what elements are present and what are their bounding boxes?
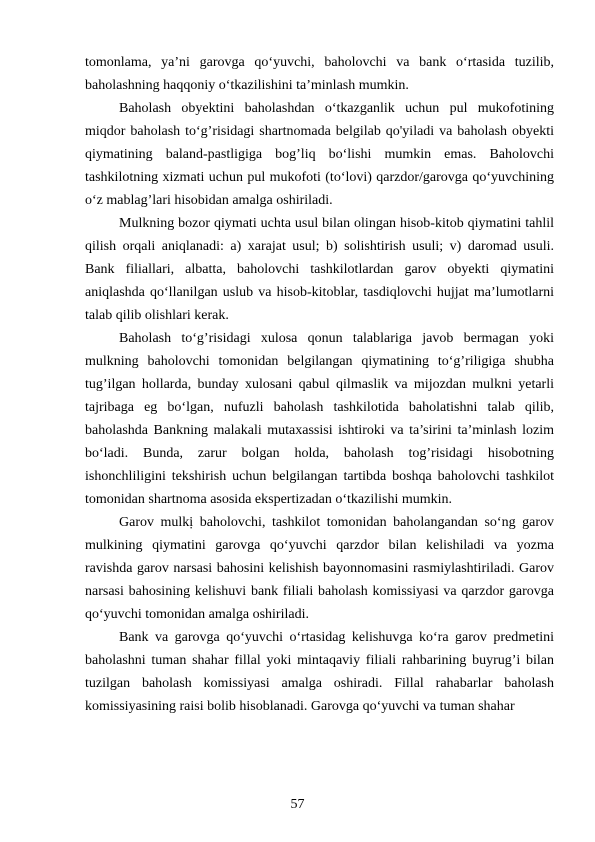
paragraph: Baholash to‘g’risidagi xulosa qonun talablariga javob bermagan yoki mulkning baholovchi tomonidan belgilangan qiymatining to‘g’riligiga shubha tug’ilgan hollarda, bunday xulosani qabul qilmaslik va mijozdan mulkni yetarli tajribaga eg bo‘lgan, nufuzli baholash tashkilotida baholatishni talab qilib, baholashda Bankning malakali mutaxassisi ishtiroki va ta’sirini ta’minlash lozim bo‘ladi. Bunda, zarur bolgan holda, baholash tog’risidagi hisobotning ishonchliligini tekshirish uchun belgilangan tartibda boshqa baholovchi tashkilot tomonidan shartnoma asosida ekspertizadan o‘tkazilishi mumkin. <box>85 331 554 507</box>
document-body <box>85 51 554 718</box>
paragraph: Baholash obyektini baholashdan o‘tkazganlik uchun pul mukofotining miqdor baholash to‘g’risidagi shartnomada belgilab qo'yiladi va baholash obyekti qiymatining baland-pastligiga bog’liq bo‘lishi mumkin emas. Baholovchi tashkilotning xizmati uchun pul mukofoti (to‘lovi) qarzdor/garovga qo‘yuvchining o‘z mablag’lari hisobidan amalga oshiriladi. <box>85 101 554 208</box>
paragraph-continuation: tomonlama, ya’ni garovga qo‘yuvchi, baholovchi va bank o‘rtasida tuzilib, baholashning haqqoniy o‘tkazilishini ta’minlash mumkin. <box>85 55 554 93</box>
paragraph: Bank va garovga qo‘yuvchi o‘rtasidag kelishuvga ko‘ra garov predmetini baholashni tuman shahar fillal yoki mintaqaviy filiali rahbarining buyrug’i bilan tuzilgan baholash komissiyasi amalga oshiradi. Fillal rahabarlar baholash komissiyasining raisi bolib hisoblanadi. Garovga qo‘yuvchi va tuman shahar <box>85 630 554 714</box>
page-number: 57 <box>290 797 305 812</box>
paragraph: Mulkning bozor qiymati uchta usul bilan olingan hisob-kitob qiymatini tahlil qilish orqali aniqlanadi: a) xarajat usul; b) solishtirish usuli; v) daromad usuli. Bank filiallari, albatta, baholovchi tashkilotlardan garov obyekti qiymatini aniqlashda qo‘llanilgan uslub va hisob-kitoblar, tasdiqlovchi hujjat ma’lumotlarni talab qilib olishlari kerak. <box>85 216 554 323</box>
paragraph: Garov mulkị baholovchi, tashkilot tomonidan baholangandan so‘ng garov mulkining qiymatini garovga qo‘yuvchi qarzdor bilan kelishiladi va yozma ravishda garov narsasi bahosini kelishish bayonnomasini rasmiylashtiriladi. Garov narsasi bahosining kelishuvi bank filiali baholash komissiyasi va qarzdor garovga qo‘yuvchi tomonidan amalga oshiriladi. <box>85 515 554 622</box>
